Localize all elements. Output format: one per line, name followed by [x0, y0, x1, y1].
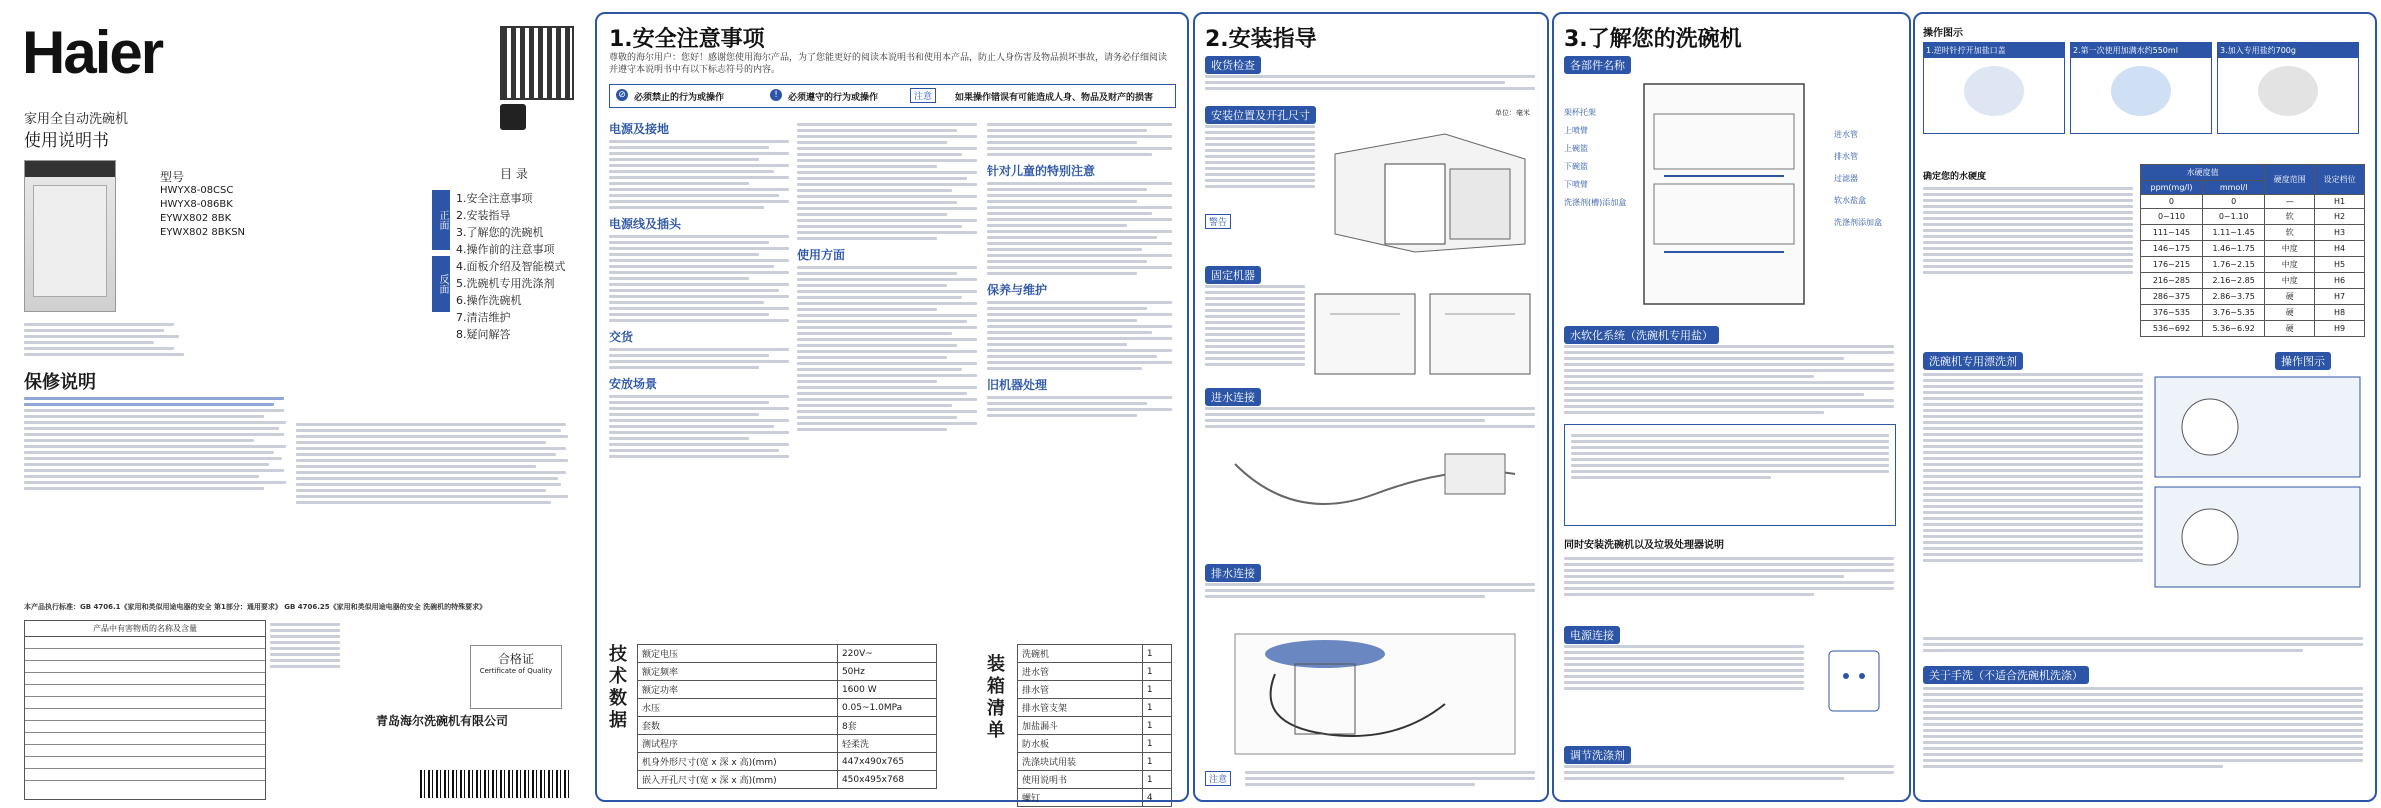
heading-position: 安装位置及开孔尺寸 — [1205, 104, 1316, 124]
qr-code — [500, 26, 574, 100]
heading-garbage: 同时安装洗碗机以及垃圾处理器说明 — [1564, 540, 1724, 551]
table-row: 176~215 1.76~2.15 中度 H5 — [2141, 257, 2365, 273]
part-label: 软水盐盒 — [1834, 196, 1866, 205]
heading-fix: 固定机器 — [1205, 264, 1261, 284]
install-title: 2.安装指导 — [1205, 27, 1317, 52]
toc-list — [456, 190, 566, 343]
safety-col-2 — [797, 120, 977, 434]
part-label: 排水管 — [1834, 152, 1858, 161]
part-label: 洗涤剂(槽)添加盒 — [1564, 198, 1627, 207]
part-label: 上碗篮 — [1564, 144, 1588, 153]
warranty-text-right — [296, 420, 576, 507]
safety-col-3 — [987, 120, 1172, 420]
packing-table — [1017, 644, 1172, 807]
warn-badge: 警告 — [1205, 214, 1231, 229]
certificate-subtitle: Certificate of Quality — [479, 667, 553, 675]
part-label: 过滤器 — [1834, 174, 1858, 183]
heading-usage: 使用方面 — [797, 248, 846, 262]
heading-power-connect: 电源连接 — [1564, 624, 1620, 644]
toc-item[interactable]: 8.疑问解答 — [456, 328, 511, 341]
table-row: 套数 8套 — [638, 717, 937, 735]
softener-note-box — [1564, 424, 1896, 526]
safety-title: 1.安全注意事项 — [609, 27, 765, 52]
hardness-table: 水硬度值 硬度范围 设定档位 ppm(mg/l) mmol/l 0 0 — H1 0~110 0~1.10 软 H2 111~145 1.11~1.45 软 H3 146~175 1.46~1.75 中度 H4 176~215 1.76~2.15 中度 H5 216~285 2.16~2.85 中度 H6 286~375 2.86~3.75 硬 H7 376~535 3.76~5.35 硬 H8 536~692 5.36~6.92 硬 H9 — [2140, 164, 2365, 337]
hazard-table — [24, 620, 266, 800]
legend-must: 必须遵守的行为或操作 — [788, 93, 879, 103]
product-name: 家用全自动洗碗机 — [24, 112, 129, 127]
model-item: HWYX8-08CSC — [160, 185, 234, 196]
unit-note: 单位：毫米 — [1495, 109, 1530, 117]
table-row: 排水管支架 1 — [1018, 699, 1172, 717]
step-label: 1.逆时针拧开加盐口盖 — [1924, 43, 2064, 58]
doc-title: 使用说明书 — [24, 131, 109, 151]
cabinet-diagram — [1325, 114, 1535, 254]
cover-panel — [0, 0, 590, 808]
toc-item[interactable]: 5.洗碗机专用洗涤剂 — [456, 277, 555, 290]
parts-left-labels — [1564, 104, 1626, 212]
table-row: 加盐漏斗 1 — [1018, 717, 1172, 735]
drain-diagram — [1215, 614, 1535, 764]
barcode — [420, 770, 570, 798]
table-row: 嵌入开孔尺寸(宽 x 深 x 高)(mm) 450x495x768 — [638, 771, 937, 789]
table-row: 0~110 0~1.10 软 H2 — [2141, 209, 2365, 225]
step-card — [1923, 42, 2065, 134]
brand-logo: Haier — [22, 19, 163, 86]
model-item: EYWX802 8BKSN — [160, 227, 246, 238]
table-row: 286~375 2.86~3.75 硬 H7 — [2141, 289, 2365, 305]
table-row: 额定频率 50Hz — [638, 663, 937, 681]
forbid-icon: ⊘ — [616, 89, 628, 101]
operation-panel — [1913, 12, 2377, 802]
certificate-box — [470, 645, 562, 709]
toc-item[interactable]: 4.面板介绍及智能模式 — [456, 260, 566, 273]
handwash-heading: 关于手洗（不适合洗碗机洗涤） — [1923, 664, 2089, 684]
specs-table — [637, 644, 937, 789]
table-row: 使用说明书 1 — [1018, 771, 1172, 789]
part-label: 下碗篮 — [1564, 162, 1588, 171]
qr-badge-icon — [500, 104, 526, 130]
part-label: 进水管 — [1834, 130, 1858, 139]
legend-note-badge: 注意 — [910, 88, 936, 103]
model-item: EYWX802 8BK — [160, 213, 232, 224]
table-row: 376~535 3.76~5.35 硬 H8 — [2141, 305, 2365, 321]
table-row: 测试程序 轻柔洗 — [638, 735, 937, 753]
hazard-table-title: 产品中有害物质的名称及含量 — [25, 621, 265, 637]
heading-softener: 水软化系统（洗碗机专用盐） — [1564, 324, 1719, 344]
heading-cord: 电源线及插头 — [609, 217, 682, 231]
note-badge: 注意 — [1205, 771, 1231, 786]
table-row: 水压 0.05~1.0MPa — [638, 699, 937, 717]
heading-disposal: 旧机器处理 — [987, 378, 1048, 392]
warranty-text — [24, 394, 294, 493]
toc-item[interactable]: 3.了解您的洗碗机 — [456, 226, 544, 239]
table-row: 146~175 1.46~1.75 中度 H4 — [2141, 241, 2365, 257]
part-label: 洗涤剂添加盒 — [1834, 218, 1882, 227]
step-card — [2070, 42, 2212, 134]
standard-text: 本产品执行标准：GB 4706.1《家用和类似用途电器的安全 第1部分：通用要求》 GB 4706.25《家用和类似用途电器的安全 洗碗机的特殊要求》 — [24, 603, 487, 611]
step-label: 2.第一次使用加满水约550ml — [2071, 43, 2211, 58]
table-row: 额定电压 220V~ — [638, 645, 937, 663]
safety-col-1 — [609, 120, 789, 461]
heading-inlet: 进水连接 — [1205, 386, 1261, 406]
table-row: 排水管 1 — [1018, 681, 1172, 699]
toc-item[interactable]: 7.清洁维护 — [456, 311, 511, 324]
heading-maintenance: 保养与维护 — [987, 283, 1048, 297]
model-list — [160, 184, 245, 240]
heading-detergent: 调节洗涤剂 — [1564, 744, 1631, 764]
rinse-heading: 洗碗机专用漂洗剂 — [1923, 350, 2023, 370]
overview-title: 3.了解您的洗碗机 — [1564, 27, 1742, 52]
heading-parts: 各部件名称 — [1564, 54, 1631, 74]
install-panel — [1193, 12, 1549, 802]
packing-label: 装箱清单 — [987, 654, 1005, 741]
toc-item[interactable]: 1.安全注意事项 — [456, 192, 533, 205]
inlet-diagram — [1215, 434, 1525, 554]
toc-back-tab: 反面 — [432, 256, 450, 312]
step-card — [2217, 42, 2359, 134]
part-label: 上喷臂 — [1564, 126, 1588, 135]
safety-intro: 尊敬的海尔用户：您好！感谢您使用海尔产品，为了您能更好的阅读本说明书和使用本产品，防止人身伤害及物品损坏事故，请务必仔细阅读并遵守本说明书中有以下标志符号的内容。 — [609, 53, 1168, 75]
table-row: 额定功率 1600 W — [638, 681, 937, 699]
table-row: 洗涤块试用装 1 — [1018, 753, 1172, 771]
toc-item[interactable]: 2.安装指导 — [456, 209, 511, 222]
part-label: 架杯托架 — [1564, 108, 1596, 117]
must-icon: ! — [770, 89, 782, 101]
op-heading: 操作图示 — [2275, 350, 2331, 370]
heading-children: 针对儿童的特别注意 — [987, 164, 1096, 178]
manufacturer-name: 青岛海尔洗碗机有限公司 — [376, 714, 509, 728]
socket-icon — [1824, 646, 1884, 716]
table-row: 0 0 — H1 — [2141, 195, 2365, 209]
op-steps-title: 操作图示 — [1923, 28, 1963, 39]
heading-receive: 收货检查 — [1205, 54, 1261, 74]
table-row: 111~145 1.11~1.45 软 H3 — [2141, 225, 2365, 241]
toc-item[interactable]: 4.操作前的注意事项 — [456, 243, 555, 256]
table-row: 洗碗机 1 — [1018, 645, 1172, 663]
heading-drain: 排水连接 — [1205, 562, 1261, 582]
table-row: 216~285 2.16~2.85 中度 H6 — [2141, 273, 2365, 289]
certificate-title: 合格证 — [497, 652, 534, 666]
warranty-title: 保修说明 — [24, 372, 96, 393]
parts-diagram — [1634, 74, 1824, 314]
parts-right-labels — [1834, 124, 1882, 234]
table-row: 机身外形尺寸(宽 x 深 x 高)(mm) 447x490x765 — [638, 753, 937, 771]
step-label: 3.加入专用盐约700g — [2218, 43, 2358, 58]
model-item: HWYX8-086BK — [160, 199, 233, 210]
model-label: 型号 — [160, 170, 185, 184]
safety-panel — [595, 12, 1189, 802]
fix-diagram — [1310, 284, 1540, 384]
part-label: 下喷臂 — [1564, 180, 1588, 189]
toc-item[interactable]: 6.操作洗碗机 — [456, 294, 522, 307]
dishwasher-image — [24, 160, 116, 312]
heading-delivery: 交货 — [609, 330, 634, 344]
toc-front-tab: 正面 — [432, 190, 450, 250]
legend-forbid: 必须禁止的行为或操作 — [634, 93, 725, 103]
table-row: 进水管 1 — [1018, 663, 1172, 681]
legend-note: 如果操作错误有可能造成人身、物品及财产的损害 — [955, 93, 1154, 103]
cover-notes — [24, 320, 194, 359]
toc-title: 目 录 — [500, 167, 528, 181]
overview-panel — [1552, 12, 1911, 802]
hazard-notes — [270, 620, 340, 671]
legend-bar — [609, 84, 1176, 108]
hardness-heading: 确定您的水硬度 — [1923, 172, 1987, 182]
table-row: 防水板 1 — [1018, 735, 1172, 753]
table-row: 螺钉 4 — [1018, 789, 1172, 807]
rinse-diagram — [2150, 372, 2365, 592]
table-row: 536~692 5.36~6.92 硬 H9 — [2141, 321, 2365, 337]
heading-placement: 安放场景 — [609, 377, 658, 391]
heading-power: 电源及接地 — [609, 122, 670, 136]
specs-label: 技术数据 — [609, 644, 627, 731]
